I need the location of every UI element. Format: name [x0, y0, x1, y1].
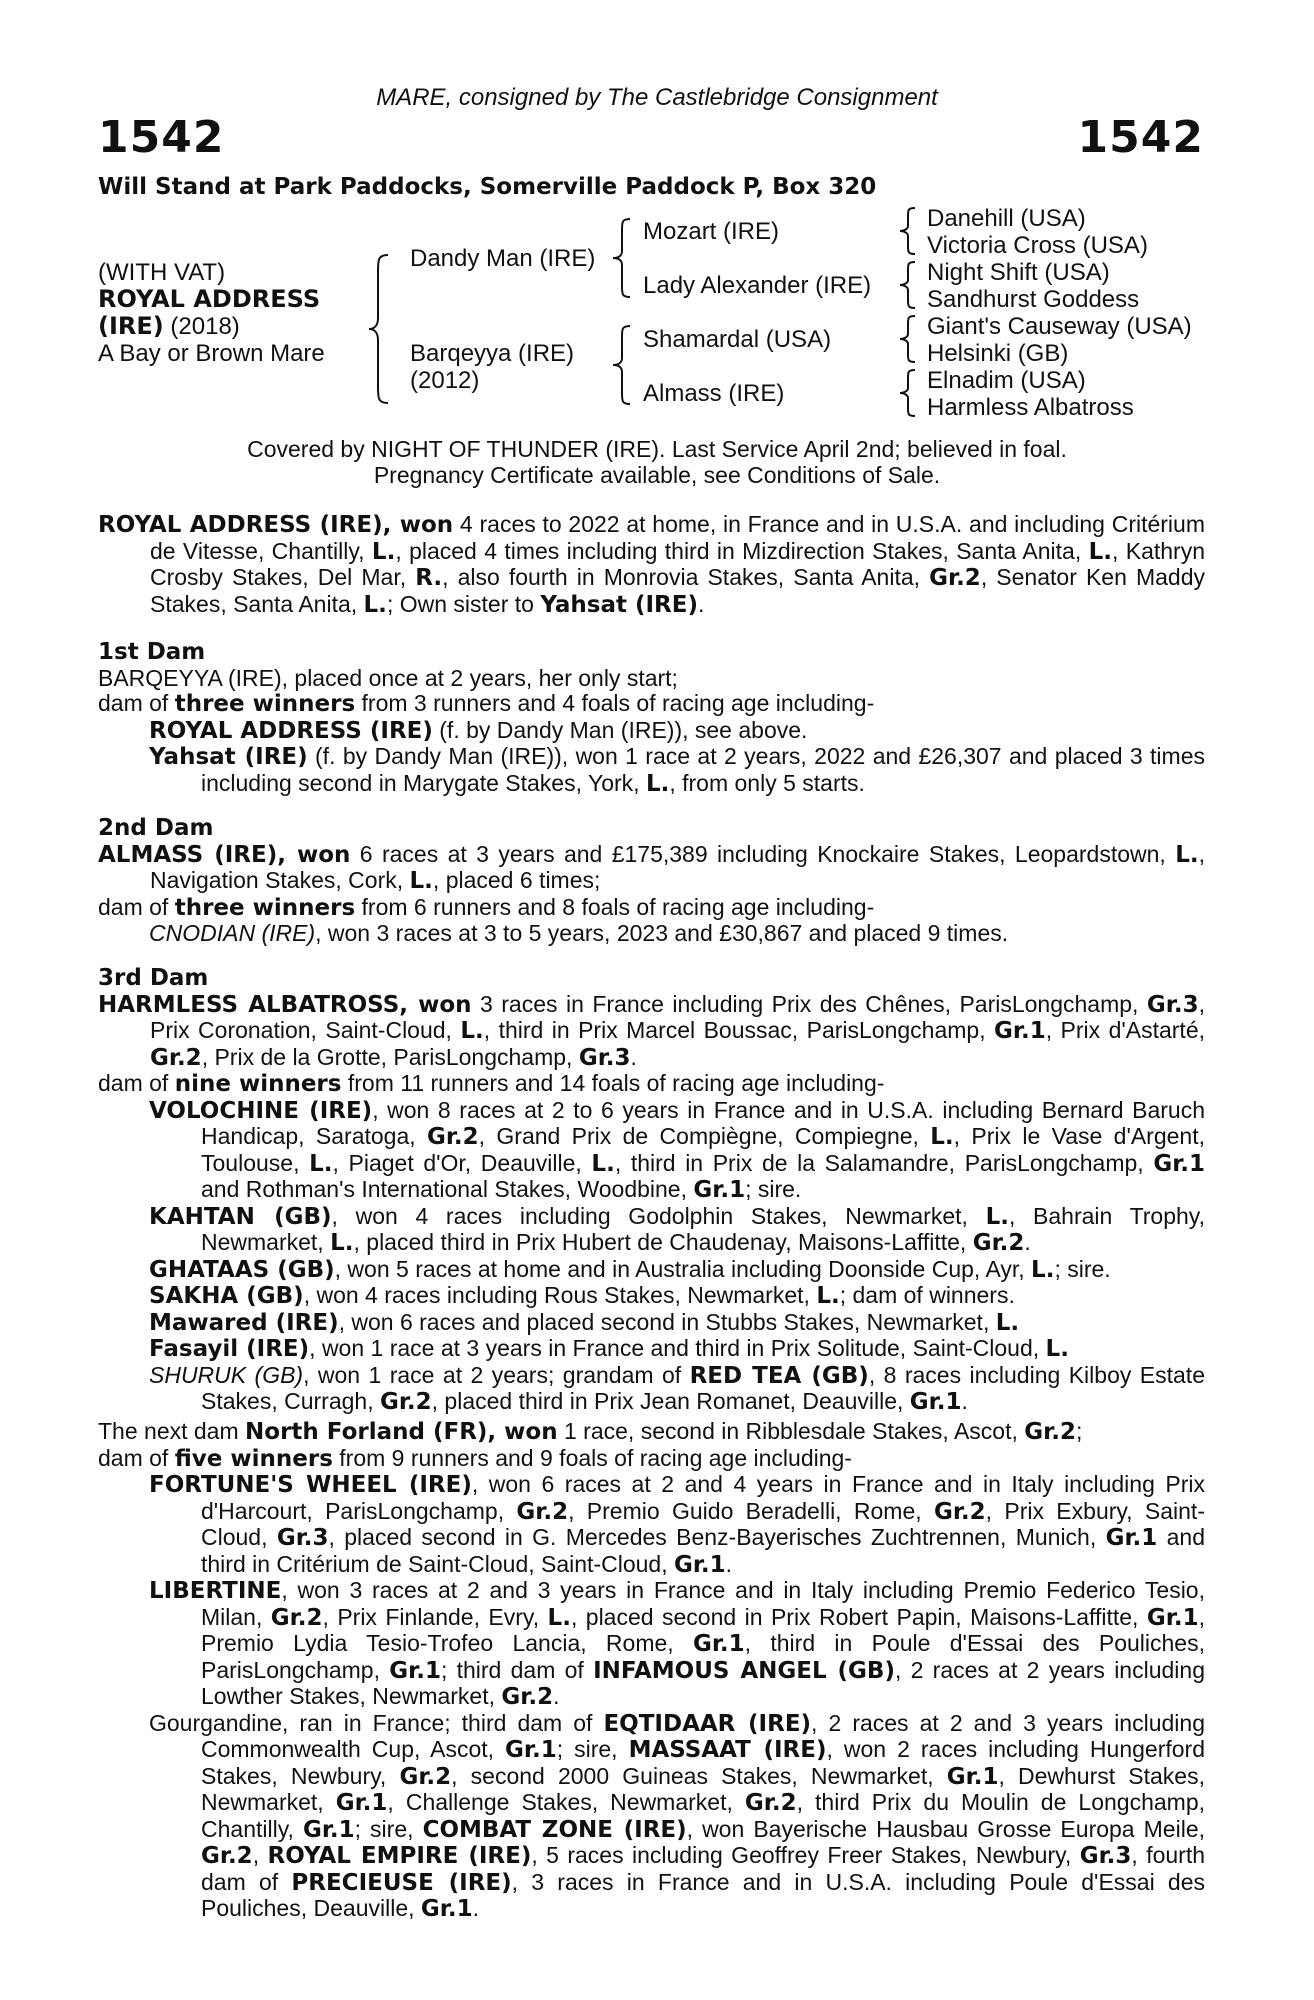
t: Gr.3 — [1146, 991, 1199, 1018]
t: ; third dam of — [440, 1656, 594, 1683]
t: L. — [1045, 1336, 1069, 1362]
t: PRECIEUSE (IRE) — [291, 1869, 512, 1896]
t: SAKHA (GB) — [149, 1283, 304, 1309]
covering-line2: Pregnancy Certificate available, see Conditions of Sale. — [373, 462, 941, 488]
t: Gr.1 — [693, 1177, 746, 1203]
sire: Dandy Man (IRE) — [410, 245, 596, 272]
third-dam-heading: 3rd Dam — [98, 965, 209, 991]
t: Gr.1 — [1146, 1604, 1199, 1631]
produce-sakha — [98, 1283, 1205, 1310]
t: , third in Poule d'Essai des Pouliches, ParisLongchamp, — [201, 1630, 1205, 1683]
ancestor-elnadim: Elnadim (USA) — [927, 367, 1086, 394]
t: EQTIDAAR (IRE) — [603, 1710, 812, 1737]
t: ; sire. — [745, 1176, 802, 1202]
produce-mawared — [98, 1310, 1205, 1337]
horse-country: (IRE) — [98, 312, 164, 340]
t: Gr.2 — [972, 1230, 1025, 1256]
produce-libertine — [98, 1578, 1205, 1711]
t: , Challenge Stakes, Newmarket, — [387, 1789, 745, 1815]
t: , 5 races including Geoffrey Freer Stakes, Newbury, — [531, 1842, 1080, 1868]
second-dam-produce — [98, 895, 1205, 922]
t: L. — [985, 1203, 1009, 1230]
sire-sire: Mozart (IRE) — [643, 218, 780, 245]
t: Gr.2 — [501, 1684, 554, 1710]
dam-line2: (2012) — [410, 367, 480, 394]
t: Gr.2 — [1024, 1419, 1076, 1445]
t: , third Prix du Moulin de Longchamp, Chantilly, — [201, 1789, 1206, 1842]
t: VOLOCHINE (IRE) — [149, 1097, 373, 1124]
brace-g1 — [897, 205, 919, 257]
t: and third in Critérium de Saint-Cloud, Saint-Cloud, — [201, 1524, 1206, 1577]
t: ROYAL ADDRESS (IRE) — [149, 717, 433, 744]
t: . — [553, 1683, 560, 1709]
t: L. — [547, 1604, 571, 1631]
t: , placed third in Prix Jean Romanet, Deauville, — [431, 1388, 910, 1414]
t: L. — [1175, 841, 1199, 868]
third-dam-record — [98, 992, 1205, 1072]
next-dam-produce — [98, 1446, 1205, 1473]
t: Fasayil (IRE) — [149, 1336, 310, 1362]
produce-gourgandine — [98, 1711, 1205, 1923]
second-dam-section — [98, 816, 1205, 947]
t: KAHTAN (GB) — [149, 1203, 332, 1230]
t: Yahsat (IRE) — [149, 744, 308, 770]
consignor-line: MARE, consigned by The Castlebridge Consignment — [376, 84, 938, 111]
t: and Rothman's International Stakes, Woodbine, — [201, 1176, 694, 1202]
t: ; sire, — [354, 1815, 423, 1842]
t: Gr.1 — [389, 1657, 441, 1684]
lot-number-right: 1542 — [1077, 112, 1204, 163]
produce-cnodian — [98, 921, 1205, 947]
t: , won 1 race at 3 years in France and third in Prix Solitude, Saint-Cloud, — [309, 1335, 1046, 1361]
t: 3 races in France including Prix des Chênes, ParisLongchamp, — [471, 990, 1147, 1017]
ancestor-victoria-cross: Victoria Cross (USA) — [927, 232, 1148, 259]
t: Gr.1 — [946, 1763, 999, 1790]
t: Gr.1 — [994, 1018, 1046, 1044]
produce-volochine — [98, 1098, 1205, 1204]
produce-fasayil — [98, 1336, 1205, 1363]
t: 6 races at 3 years and £175,389 including Knockaire Stakes, Leopardstown, — [350, 840, 1176, 867]
t: L. — [330, 1230, 354, 1256]
t: , won 4 races including Godolphin Stakes, Newmarket, — [331, 1202, 986, 1229]
t: The next dam — [98, 1418, 246, 1444]
third-dam-produce — [98, 1071, 1205, 1098]
t: ; sire. — [1054, 1255, 1111, 1282]
ancestor-danehill: Danehill (USA) — [927, 205, 1086, 232]
t: Gr.1 — [692, 1631, 745, 1657]
t: from 9 runners and 9 foals of racing age including- — [332, 1444, 852, 1471]
t: SHURUK (GB) — [149, 1361, 304, 1388]
t: 1 race, second in Ribblesdale Stakes, Ascot, — [557, 1418, 1025, 1444]
t: , won Bayerische Hausbau Grosse Europa Meile, — [686, 1815, 1205, 1842]
t: L. — [371, 538, 396, 565]
t: LIBERTINE — [149, 1578, 282, 1604]
t: Gr.1 — [302, 1816, 355, 1843]
t: , 2 races at 2 and 3 years including Commonwealth Cup, Ascot, — [201, 1709, 1205, 1762]
second-dam-heading: 2nd Dam — [98, 815, 214, 841]
t: Gr.1 — [1105, 1525, 1158, 1551]
t: , 8 races including Kilboy Estate Stakes, Curragh, — [201, 1361, 1205, 1414]
t: three winners — [174, 894, 356, 921]
first-dam-produce — [98, 691, 1205, 718]
t: Gr.2 — [929, 565, 981, 591]
t: from 3 runners and 4 foals of racing age including- — [355, 690, 875, 716]
stand-location: Will Stand at Park Paddocks, Somerville Paddock P, Box 320 — [98, 174, 877, 200]
t: L. — [1088, 538, 1112, 565]
second-dam-record — [98, 842, 1205, 895]
t: , Senator Ken Maddy Stakes, Santa Anita, — [150, 564, 1206, 617]
t: L. — [645, 770, 670, 797]
t: Gr.1 — [673, 1551, 726, 1578]
t: HARMLESS ALBATROSS, won — [98, 991, 472, 1018]
t: Gr.2 — [150, 1044, 202, 1071]
t: , won 4 races including Rous Stakes, Newmarket, — [303, 1282, 817, 1308]
t: ; dam of winners. — [839, 1282, 1015, 1308]
t: Gr.2 — [744, 1790, 797, 1816]
t: L. — [591, 1150, 615, 1177]
horse-year: (2018) — [163, 313, 240, 340]
first-dam-heading: 1st Dam — [98, 639, 206, 665]
ancestor-night-shift: Night Shift (USA) — [927, 259, 1110, 286]
brace-g2 — [897, 259, 919, 311]
t: , won 3 races at 2 and 3 years in France and in Italy including Premio Federico Tesio, Milan, — [201, 1577, 1205, 1630]
t: FORTUNE'S WHEEL (IRE) — [149, 1472, 472, 1498]
sire-dam: Lady Alexander (IRE) — [643, 272, 872, 299]
horse-record — [98, 512, 1205, 618]
first-dam-record: BARQEYYA (IRE), placed once at 2 years, her only start; — [98, 664, 678, 691]
t: , second 2000 Guineas Stakes, Newmarket, — [451, 1762, 947, 1789]
t: . — [630, 1043, 637, 1070]
t: , Prix d'Astarté, — [1045, 1017, 1206, 1043]
t: RED TEA (GB) — [689, 1362, 869, 1389]
ancestor-sandhurst-goddess: Sandhurst Goddess — [927, 286, 1140, 313]
t: L. — [363, 591, 387, 618]
t: , third in Prix de la Salamandre, ParisLongchamp, — [614, 1149, 1154, 1176]
t: . — [961, 1388, 968, 1414]
t: Gr.1 — [909, 1389, 962, 1415]
t: INFAMOUS ANGEL (GB) — [593, 1657, 895, 1684]
t: , won 1 race at 2 years; grandam of — [303, 1361, 690, 1388]
first-dam-section — [98, 640, 1205, 797]
t: Gr.1 — [1153, 1150, 1205, 1177]
t: , from only 5 starts. — [669, 769, 865, 796]
horse-record-text — [98, 512, 1205, 618]
t: Gr.2 — [399, 1763, 452, 1790]
t: L. — [460, 1018, 484, 1044]
t: , won 6 races at 2 and 4 years in France and in Italy including Prix d'Harcourt, ParisLongchamp, — [201, 1471, 1205, 1524]
t: , placed 6 times; — [432, 867, 601, 893]
t: , — [252, 1842, 268, 1868]
t: nine winners — [174, 1071, 342, 1097]
t: , won 8 races at 2 to 6 years in France and in U.S.A. including Bernard Baruch Handicap, Saratoga, — [201, 1096, 1205, 1149]
t: , won 6 races and placed second in Stubbs Stakes, Newmarket, — [338, 1308, 996, 1335]
t: , Prix le Vase d'Argent, Toulouse, — [201, 1123, 1205, 1176]
t: , Piaget d'Or, Deauville, — [332, 1149, 592, 1176]
t: Gr.2 — [379, 1389, 432, 1415]
t: , won 3 races at 3 to 5 years, 2023 and £30,867 and placed 9 times. — [315, 920, 1009, 946]
t: , won 5 races at home and in Australia including Doonside Cup, Ayr, — [334, 1255, 1032, 1282]
t: , placed second in G. Mercedes Benz-Bayerisches Zuchtrennen, Munich, — [328, 1524, 1106, 1550]
t: L. — [409, 868, 433, 894]
t: dam of — [98, 1070, 175, 1096]
t: , Premio Lydia Tesio-Trofeo Lancia, Rome, — [201, 1603, 1205, 1656]
horse-country-year — [98, 313, 240, 340]
t: three winners — [174, 691, 356, 717]
t: , Prix de la Grotte, ParisLongchamp, — [201, 1043, 579, 1070]
t: Gr.2 — [516, 1498, 569, 1525]
covering-note — [0, 436, 1314, 488]
produce-kahtan — [98, 1204, 1205, 1257]
produce-royal-address — [98, 718, 1205, 745]
horse-description: A Bay or Brown Mare — [98, 340, 325, 367]
t: , fourth dam of — [201, 1842, 1206, 1895]
next-dam-section — [98, 1419, 1205, 1923]
t: Gr.2 — [201, 1843, 253, 1869]
t: . — [725, 1550, 733, 1577]
t: , 3 races in France and in U.S.A. including Poule d'Essai des Pouliches, Deauville, — [201, 1868, 1206, 1921]
t: , Premio Guido Beradelli, Rome, — [568, 1497, 934, 1524]
third-dam-section — [98, 966, 1205, 1416]
t: , Prix Exbury, Saint-Cloud, — [201, 1497, 1205, 1550]
brace-g4 — [897, 367, 919, 419]
dam-dam: Almass (IRE) — [643, 380, 785, 407]
t: , Kathryn Crosby Stakes, Del Mar, — [150, 537, 1205, 590]
produce-yahsat — [98, 744, 1205, 797]
t: , placed 4 times including third in Mizdirection Stakes, Santa Anita, — [395, 537, 1089, 564]
t: Gr.2 — [426, 1124, 479, 1150]
t: , also fourth in Monrovia Stakes, Santa Anita, — [442, 564, 930, 590]
ancestor-helsinki: Helsinki (GB) — [927, 340, 1069, 367]
next-dam-record — [98, 1419, 1205, 1446]
t: , placed second in Prix Robert Papin, Maisons-Laffitte, — [570, 1603, 1147, 1630]
t: CNODIAN (IRE) — [149, 920, 316, 946]
t: , Navigation Stakes, Cork, — [150, 840, 1205, 893]
t: Gr.3 — [578, 1044, 631, 1071]
t: , placed third in Prix Hubert de Chaudenay, Maisons-Laffitte, — [353, 1229, 973, 1255]
t: . — [697, 590, 705, 617]
t: 4 races to 2022 at home, in France and in U.S.A. and including Critérium de Vitesse, Chantilly, — [150, 511, 1205, 564]
t: ; — [1075, 1418, 1083, 1444]
t: Gr.2 — [270, 1604, 323, 1631]
t: from 6 runners and 8 foals of racing age including- — [355, 893, 875, 920]
produce-fortunes-wheel — [98, 1472, 1205, 1578]
t: ; sire, — [556, 1736, 629, 1762]
dam-sire: Shamardal (USA) — [643, 326, 832, 353]
t: Gr.3 — [1079, 1843, 1132, 1869]
t: Yahsat (IRE) — [540, 591, 698, 618]
t: (f. by Dandy Man (IRE)), see above. — [432, 716, 808, 743]
vat-note: (WITH VAT) — [98, 259, 226, 286]
t: . — [1024, 1229, 1031, 1255]
t: L. — [1031, 1256, 1055, 1283]
t: ROYAL EMPIRE (IRE) — [267, 1843, 532, 1869]
t: from 11 runners and 14 foals of racing age including- — [341, 1070, 885, 1096]
t: Gr.2 — [933, 1498, 986, 1525]
horse-record-name: ROYAL ADDRESS (IRE), won — [98, 512, 454, 538]
t: , third in Prix Marcel Boussac, ParisLongchamp, — [483, 1017, 995, 1043]
t: Gr.3 — [276, 1525, 329, 1551]
t: dam of — [98, 690, 175, 716]
t: L. — [309, 1150, 333, 1177]
produce-ghataas — [98, 1257, 1205, 1284]
t: L. — [930, 1124, 954, 1150]
t: GHATAAS (GB) — [149, 1256, 335, 1283]
t: North Forland (FR), won — [245, 1419, 558, 1445]
t: , Grand Prix de Compiègne, Compiegne, — [478, 1123, 931, 1149]
covering-line1: Covered by NIGHT OF THUNDER (IRE). Last Service April 2nd; believed in foal. — [247, 436, 1067, 462]
t: Mawared (IRE) — [149, 1309, 339, 1336]
t: (f. by Dandy Man (IRE)), won 1 race at 2 years, 2022 and £26,307 and placed 3 times including second in Marygate Stakes, York, — [201, 743, 1205, 796]
produce-shuruk — [98, 1363, 1205, 1416]
t: L. — [995, 1309, 1020, 1336]
ancestor-giants-causeway: Giant's Causeway (USA) — [927, 313, 1192, 340]
ancestor-harmless-albatross: Harmless Albatross — [927, 394, 1134, 421]
t: MASSAAT (IRE) — [628, 1737, 827, 1763]
t: five winners — [174, 1445, 333, 1472]
t: , Dewhurst Stakes, Newmarket, — [201, 1762, 1205, 1815]
t: COMBAT ZONE (IRE) — [422, 1816, 687, 1843]
t: ALMASS (IRE), won — [98, 841, 351, 868]
t: Gr.1 — [420, 1896, 473, 1922]
t: . — [472, 1895, 479, 1921]
t: Gr.1 — [505, 1737, 557, 1763]
t: , Bahrain Trophy, Newmarket, — [201, 1202, 1205, 1255]
t: dam of — [98, 893, 175, 920]
brace-g3 — [897, 313, 919, 365]
t: , 2 races at 2 years including Lowther Stakes, Newmarket, — [201, 1656, 1205, 1709]
t: , won 2 races including Hungerford Stakes, Newbury, — [201, 1736, 1205, 1789]
t: , Prix Coronation, Saint-Cloud, — [150, 990, 1205, 1043]
t: Gourgandine, ran in France; third dam of — [149, 1709, 604, 1736]
t: , Prix Finlande, Evry, — [322, 1603, 548, 1630]
brace-dam — [610, 323, 634, 407]
horse-name: ROYAL ADDRESS — [98, 285, 321, 313]
lot-number-left: 1542 — [98, 112, 225, 163]
brace-main — [366, 252, 394, 407]
t: Gr.1 — [335, 1790, 388, 1816]
t: R. — [415, 565, 443, 591]
t: dam of — [98, 1444, 175, 1471]
t: L. — [816, 1283, 840, 1309]
dam-line1: Barqeyya (IRE) — [410, 340, 575, 367]
t: ; Own sister to — [386, 590, 541, 617]
brace-sire — [610, 216, 634, 300]
